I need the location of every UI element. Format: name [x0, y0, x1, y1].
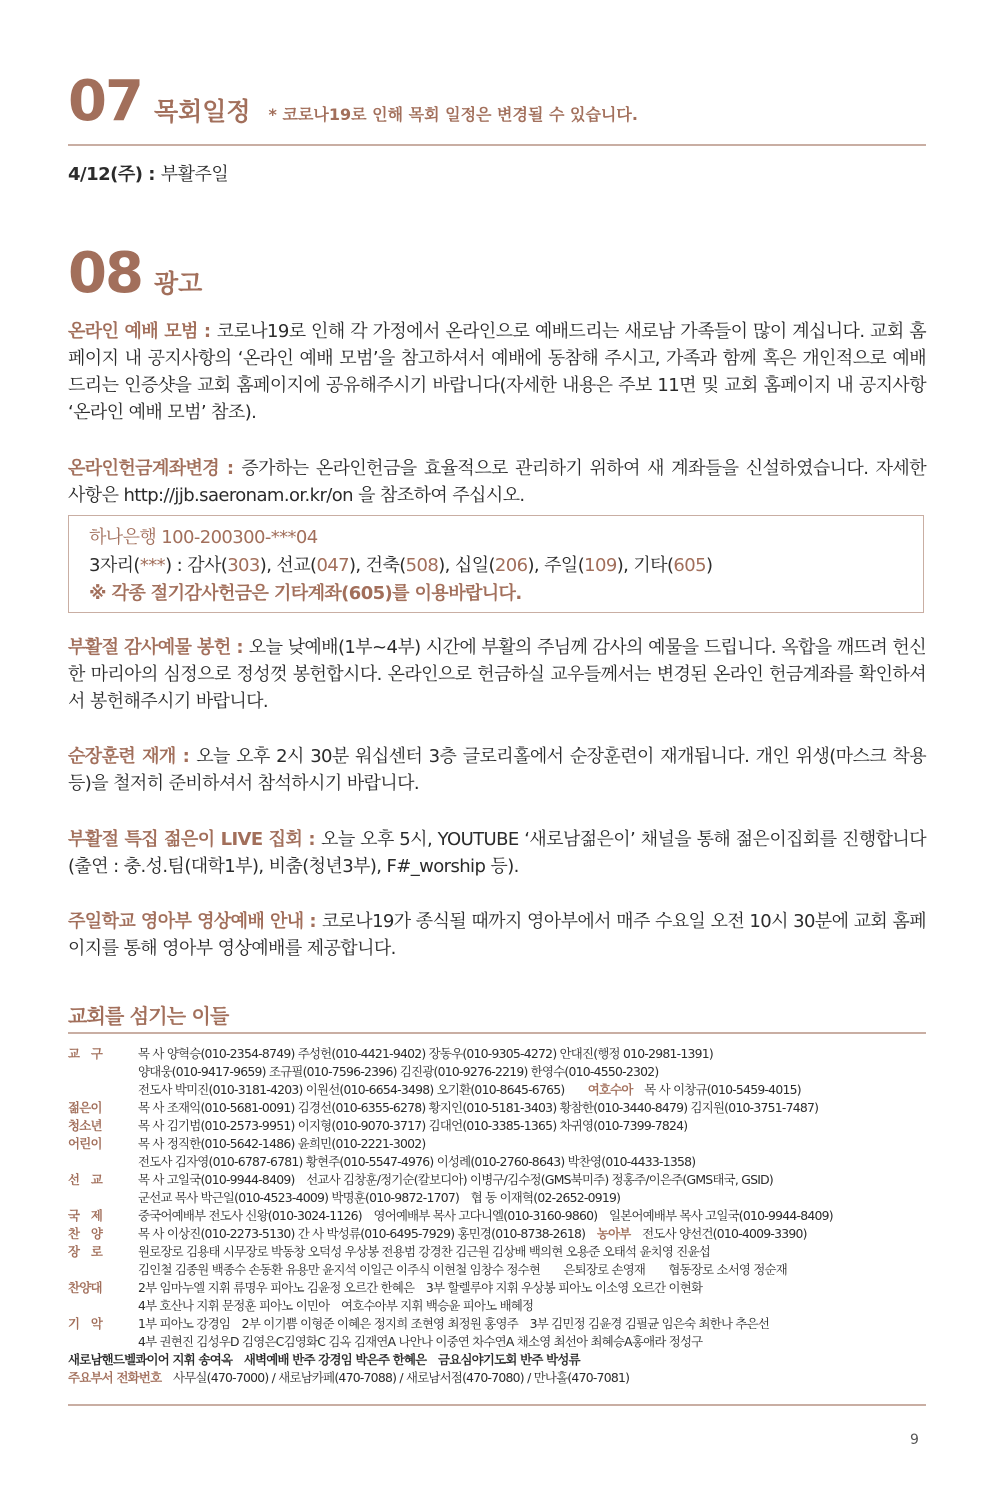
ad-label: 부활절 특집 젊은이 LIVE 집회 : [68, 829, 322, 850]
staff-row [68, 1063, 926, 1081]
code-text: ), 기타( [616, 555, 674, 576]
section-08-header [68, 241, 203, 306]
staff-category: 국 제 [68, 1208, 103, 1223]
staff-text: 군선교 목사 박근일(010-4523-4009) 박명훈(010-9872-1707) 협 동 이재혁(02-2652-0919) [138, 1190, 621, 1205]
ad-text: 오늘 낮예배(1부~4부) 시간에 부활의 주님께 감사의 예물을 드립니다. 옥합을 깨뜨려 헌신한 마리아의 심정으로 정성껏 봉헌합시다. 온라인으로 헌금하실 교우들께서는 변경된 온라인 헌금계좌를 확인하셔서 봉헌해주시기 바랍니다. [68, 637, 926, 712]
staff-text: 2부 임마누엘 지휘 류명우 피아노 김윤정 오르간 한혜은 3부 할렐루야 지휘 우상봉 피아노 이소영 오르간 이현화 [138, 1280, 703, 1295]
ad-infant-video-worship [68, 908, 926, 962]
code-value: 605 [673, 555, 706, 576]
section-note: * 코로나19로 인해 목회 일정은 변경될 수 있습니다. [268, 105, 638, 124]
ad-online-worship [68, 318, 926, 426]
staff-text: 원로장로 김용태 시무장로 박동창 오덕성 우상봉 전용범 강경찬 김근원 김상배 백의현 오용준 오태석 윤치영 진윤섭 [138, 1244, 710, 1259]
ad-text: 오늘 오후 2시 30분 워십센터 3층 글로리홀에서 순장훈련이 재개됩니다. 개인 위생(마스크 착용 등)을 철저히 준비하셔서 참석하시기 바랍니다. [68, 746, 926, 794]
bank-account: 하나은행 100-200300-***04 [89, 527, 318, 548]
code-text: ) : 감사( [165, 555, 228, 576]
staff-category: 어린이 [68, 1136, 102, 1151]
staff-row [68, 1171, 926, 1189]
staff-text: 목 사 이상진(010-2273-5130) 간 사 박성류(010-6495-7929) 홍민경(010-8738-2618) [138, 1226, 586, 1241]
section-07-header [68, 69, 638, 134]
code-text: ) [705, 555, 713, 576]
staff-category: 주요부서 전화번호 [68, 1370, 162, 1385]
staff-category: 찬 양 [68, 1226, 103, 1241]
staff-row [68, 1243, 926, 1261]
staff-text: 1부 피아노 강경임 2부 이기쁨 이형준 이혜은 정지희 조현영 최정원 홍영주 3부 김민정 김윤경 김필균 임은숙 최한나 추은선 [138, 1316, 770, 1331]
staff-text: 목 사 정직한(010-5642-1486) 윤희민(010-2221-3002) [138, 1136, 426, 1151]
divider [68, 1404, 926, 1406]
staff-text: 4부 권현진 김성우D 김영은C김영화C 김옥 김재연A 나안나 이중연 차수연A 채소영 최선아 최혜승A홍애라 정성구 [138, 1334, 703, 1349]
section-title: 목회일정 [153, 97, 251, 126]
staff-text: 목 사 이창규(010-5459-4015) [644, 1082, 801, 1097]
staff-row [68, 1207, 926, 1225]
ad-label: 부활절 감사예물 봉헌 : [68, 637, 249, 658]
staff-text: 새로남핸드벨콰이어 지휘 송여옥 새벽예배 반주 강경임 박은주 한혜은 금요심야기도회 반주 박성류 [68, 1352, 580, 1367]
divider [68, 144, 926, 146]
staff-text: 김인철 김종원 백종수 손동환 유용만 윤지석 이일근 이주식 이현철 임창수 정수현 은퇴장로 손영재 협동장로 소서영 정순재 [138, 1262, 787, 1277]
staff-row [68, 1135, 926, 1153]
staff-text: 전도사 양선건(010-4009-3390) [642, 1226, 807, 1241]
staff-row [68, 1315, 926, 1333]
ad-label: 온라인 예배 모범 : [68, 321, 217, 342]
staff-row [68, 1099, 926, 1117]
code-text: ), 선교( [259, 555, 317, 576]
staff-text: 목 사 양혁승(010-2354-8749) 주성헌(010-4421-9402) 장동우(010-9305-4272) 안대진(행정 010-2981-1391) [138, 1046, 713, 1061]
code-text: 3자리( [89, 555, 140, 576]
staff-category: 젊은이 [68, 1100, 102, 1115]
ad-text: 코로나19로 인해 각 가정에서 온라인으로 예배드리는 새로남 가족들이 많이 계십니다. 교회 홈페이지 내 공지사항의 ‘온라인 예배 모범’을 참고하셔서 예배에 동참해 주시고, 가족과 함께 혹은 개인적으로 예배드리는 인증샷을 교회 홈페이지에 공유해주시기 바랍니다(자세한 내용은 주보 11면 및 교회 홈페이지 내 공지사항 ‘온라인 예배 모범’ 참조). [68, 321, 926, 423]
schedule-line [68, 160, 228, 186]
ad-easter-offering [68, 634, 926, 715]
staff-row [68, 1117, 926, 1135]
staff-row [68, 1225, 926, 1243]
code-value: 508 [405, 555, 439, 576]
staff-category: 장 로 [68, 1244, 103, 1259]
code-value: *** [139, 555, 166, 576]
staff-text: 중국어예배부 전도사 신왕(010-3024-1126) 영어예배부 목사 고다니엘(010-3160-9860) 일본어예배부 목사 고일국(010-9944-8409) [138, 1208, 833, 1223]
staff-row [68, 1333, 926, 1351]
staff-text: 사무실(470-7000) / 새로남카페(470-7088) / 새로남서점(470-7080) / 만나홀(470-7081) [161, 1370, 630, 1385]
staff-row [68, 1351, 926, 1369]
staff-row [68, 1045, 926, 1063]
account-notice: ※ 각종 절기감사헌금은 기타계좌(605)를 이용바랍니다. [89, 583, 522, 604]
staff-row [68, 1297, 926, 1315]
schedule-text: 부활주일 [160, 164, 229, 185]
ad-text: 오늘 오후 5시, YOUTUBE ‘새로남젊은이’ 채널을 통해 젊은이집회를 진행합니다(출연 : 충.성.팀(대학1부), 비춤(청년3부), F#_worship 등). [68, 829, 926, 877]
schedule-date: 4/12(주) : [68, 164, 161, 185]
staff-text: 목 사 김기범(010-2573-9951) 이지형(010-9070-3717) 김대언(010-3385-1365) 차귀영(010-7399-7824) [138, 1118, 688, 1133]
staff-category: 선 교 [68, 1172, 103, 1187]
code-value: 047 [316, 555, 349, 576]
staff-row [68, 1261, 926, 1279]
code-value: 303 [227, 555, 260, 576]
ad-label: 온라인헌금계좌변경 : [68, 458, 242, 479]
code-text: ), 주일( [527, 555, 585, 576]
code-text: ), 건축( [349, 555, 406, 576]
ad-youth-live [68, 826, 926, 880]
staff-category: 기 악 [68, 1316, 103, 1331]
ad-label: 주일학교 영아부 영상예배 안내 : [68, 911, 322, 932]
staff-text: 양대웅(010-9417-9659) 조규필(010-7596-2396) 김진광(010-9276-2219) 한영수(010-4550-2302) [138, 1064, 659, 1079]
staff-subcategory: 농아부 [596, 1226, 631, 1241]
staff-category: 청소년 [68, 1118, 102, 1133]
staff-row [68, 1279, 926, 1297]
staff-text: 목 사 조재익(010-5681-0091) 김경선(010-6355-6278) 황지인(010-5181-3403) 황참한(010-3440-8479) 김지원(010-3751-7487) [138, 1100, 819, 1115]
staff-row [68, 1369, 926, 1387]
account-codes [89, 552, 903, 580]
account-info-box [68, 515, 924, 613]
code-text: ), 십일( [438, 555, 495, 576]
divider [68, 1032, 926, 1034]
code-value: 109 [584, 555, 617, 576]
staff-category: 교 구 [68, 1046, 103, 1061]
ad-label: 순장훈련 재개 : [68, 746, 197, 767]
staff-subcategory: 여호수아 [587, 1082, 633, 1097]
staff-title: 교회를 섬기는 이들 [68, 1004, 229, 1028]
page-number: 9 [910, 1432, 919, 1448]
ad-leader-training [68, 743, 926, 797]
code-value: 206 [494, 555, 528, 576]
section-title: 광고 [153, 269, 203, 298]
staff-text: 4부 호산나 지휘 문정훈 피아노 이민아 여호수아부 지휘 백승윤 피아노 배혜정 [138, 1298, 534, 1313]
staff-row [68, 1189, 926, 1207]
ad-online-offering-account [68, 455, 926, 509]
ad-text: 코로나19가 종식될 때까지 영아부에서 매주 수요일 오전 10시 30분에 교회 홈페이지를 통해 영아부 영상예배를 제공합니다. [68, 911, 926, 959]
ad-text: 증가하는 온라인헌금을 효율적으로 관리하기 위하여 새 계좌들을 신설하였습니다. 자세한 사항은 http://jjb.saeronam.or.kr/on 을 참조하여 주십시오. [68, 458, 926, 506]
staff-text: 목 사 고일국(010-9944-8409) 선교사 김창훈/정기순(칼보디아) 이병구/김수정(GMS북미주) 정홍주/이은주(GMS태국, GSID) [138, 1172, 773, 1187]
section-number: 08 [68, 241, 142, 306]
staff-text: 전도사 박미진(010-3181-4203) 이원선(010-6654-3498) 오기환(010-8645-6765) [138, 1082, 565, 1097]
staff-category: 찬양대 [68, 1280, 102, 1295]
staff-row [68, 1081, 926, 1099]
staff-list [68, 1045, 926, 1387]
staff-text: 전도사 김자영(010-6787-6781) 황현주(010-5547-4976) 이성례(010-2760-8643) 박찬영(010-4433-1358) [138, 1154, 696, 1169]
section-number: 07 [68, 69, 142, 134]
staff-row [68, 1153, 926, 1171]
